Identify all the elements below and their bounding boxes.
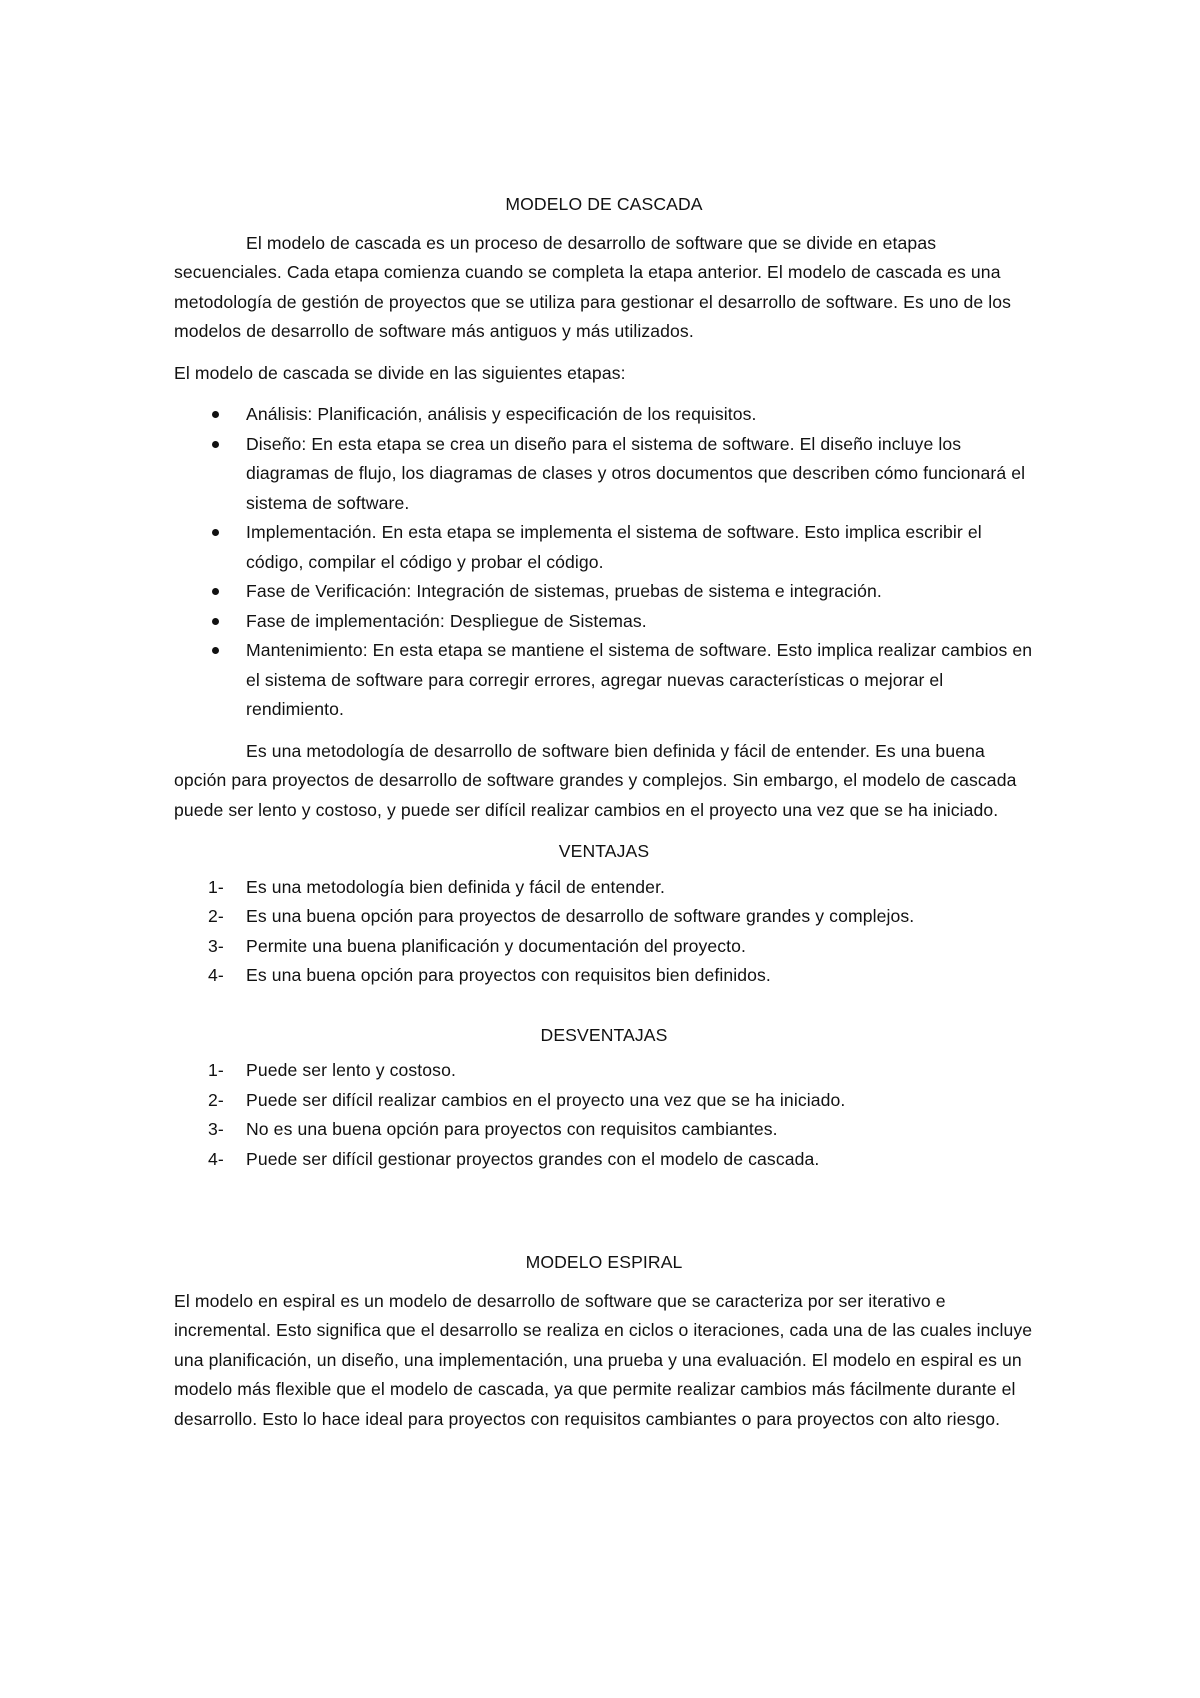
desventaja-text: No es una buena opción para proyectos con requisitos cambiantes. (246, 1119, 778, 1139)
espiral-intro-paragraph: El modelo en espiral es un modelo de desarrollo de software que se caracteriza por ser iterativo e incremental. Esto significa que el desarrollo se realiza en ciclos o iteraciones, cada una de las cuales incluye una planificación, un diseño, una implementación, una prueba y una evaluación. El modelo en espiral es un modelo más flexible que el modelo de cascada, ya que permite realizar cambios más fácilmente durante el desarrollo. Esto lo hace ideal para proyectos con requisitos cambiantes o para proyectos con alto riesgo. (174, 1290, 1033, 1429)
stages-list (174, 400, 1034, 725)
desventaja-text: Puede ser lento y costoso. (246, 1060, 456, 1080)
desventajas-heading: DESVENTAJAS (540, 1024, 668, 1045)
stage-text: Fase de Verificación: Integración de sistemas, pruebas de sistema e integración. (246, 581, 882, 601)
list-number: 1- (208, 876, 224, 897)
desventaja-text: Puede ser difícil realizar cambios en el proyecto una vez que se ha iniciado. (246, 1089, 846, 1110)
list-item (174, 636, 1034, 725)
ventaja-text: Es una buena opción para proyectos de desarrollo de software grandes y complejos. (246, 906, 915, 926)
list-item (174, 961, 1034, 991)
stage-text: Análisis: Planificación, análisis y especificación de los requisitos. (246, 404, 757, 424)
list-number: 2- (208, 1089, 224, 1110)
desventaja-text: Puede ser difícil gestionar proyectos grandes con el modelo de cascada. (246, 1148, 820, 1169)
stage-text: Mantenimiento: En esta etapa se mantiene el sistema de software. Esto implica realizar cambios en el sistema de software para corregir errores, agregar nuevas características o mejorar el rendimiento. (246, 640, 1033, 719)
list-number: 1- (208, 1060, 224, 1080)
list-item (174, 577, 1034, 607)
stage-text: Diseño: En esta etapa se crea un diseño para el sistema de software. El diseño incluye los diagramas de flujo, los diagramas de clases y otros documentos que describen cómo funcionará el sistema de software. (246, 433, 1026, 513)
bullet-icon (212, 588, 219, 595)
espiral-title: MODELO ESPIRAL (525, 1252, 683, 1272)
list-number: 3- (208, 1119, 224, 1139)
bullet-icon (212, 411, 219, 418)
list-item (174, 430, 1034, 519)
spacer (174, 1003, 1034, 1021)
document-body (174, 190, 1034, 1446)
list-item (174, 400, 1034, 430)
desventajas-list (174, 1056, 1034, 1174)
bullet-icon (212, 618, 219, 625)
bullet-icon (212, 529, 219, 536)
list-item (174, 1115, 1034, 1145)
ventajas-list (174, 873, 1034, 991)
ventaja-text: Es una metodología bien definida y fácil de entender. (246, 876, 666, 897)
list-number: 4- (208, 1148, 224, 1169)
spacer (174, 1186, 1034, 1248)
cascada-summary-paragraph: Es una metodología de desarrollo de software bien definida y fácil de entender. Es una buena opción para proyectos de desarrollo de software grandes y complejos. Sin embargo, el modelo de cascada puede ser lento y costoso, y puede ser difícil realizar cambios en el proyecto una vez que se ha iniciado. (174, 740, 1017, 820)
list-item (174, 932, 1034, 962)
stage-text: Implementación. En esta etapa se implementa el sistema de software. Esto implica escribir el código, compilar el código y probar el código. (246, 522, 982, 572)
list-item (174, 873, 1034, 903)
page-title: MODELO DE CASCADA (505, 194, 703, 214)
list-number: 3- (208, 935, 224, 956)
stages-intro-paragraph: El modelo de cascada se divide en las siguientes etapas: (174, 362, 626, 383)
bullet-icon (212, 647, 219, 654)
list-number: 2- (208, 906, 224, 926)
ventaja-text: Es una buena opción para proyectos con requisitos bien definidos. (246, 965, 771, 985)
bullet-icon (212, 441, 219, 448)
list-item (174, 518, 1034, 577)
list-item (174, 1056, 1034, 1086)
cascada-intro-paragraph: El modelo de cascada es un proceso de desarrollo de software que se divide en etapas secuenciales. Cada etapa comienza cuando se completa la etapa anterior. El modelo de cascada es una metodología de gestión de proyectos que se utiliza para gestionar el desarrollo de software. Es uno de los modelos de desarrollo de software más antiguos y más utilizados. (174, 232, 1012, 341)
ventajas-heading: VENTAJAS (558, 841, 650, 861)
stage-text: Fase de implementación: Despliegue de Sistemas. (246, 610, 647, 631)
list-number: 4- (208, 965, 224, 985)
list-item (174, 1086, 1034, 1116)
list-item (174, 607, 1034, 637)
ventaja-text: Permite una buena planificación y documentación del proyecto. (246, 935, 747, 956)
list-item (174, 902, 1034, 932)
list-item (174, 1145, 1034, 1175)
